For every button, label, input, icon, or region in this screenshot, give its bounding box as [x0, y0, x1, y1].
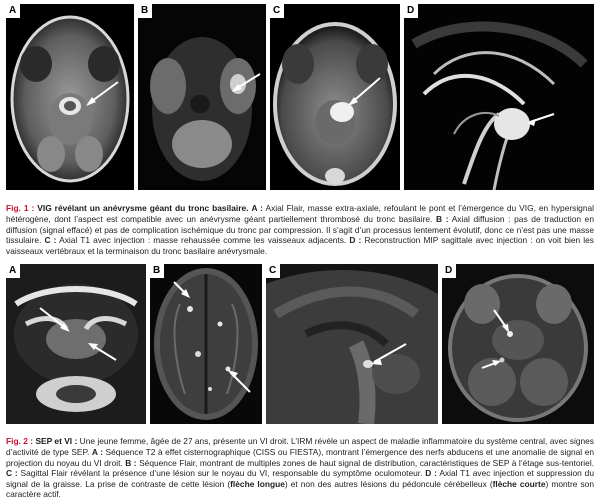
fig1-caption-c-text: Axial T1 avec injection : masse rehaussée comme les vaisseaux adjacents.: [59, 235, 347, 246]
fig1-caption-a-text: Axial Flair, masse extra-axiale, refoulant le pont et l’émergence du VIG, en hypersignal hétérogène, dont l’aspect est compatible avec un anévrysme géant partiellement thrombosé du tronc basilaire.: [6, 203, 595, 224]
fig2-caption-intro: Une jeune femme, âgée de 27 ans, présente un VI droit. L’IRM révèle un aspect de maladie inflammatoire du système central, avec signes d’activité de type SEP.: [6, 436, 594, 457]
fig2-caption-c-text: Sagittal Flair révélant la présence d’une lésion sur le noyau du VI, responsable du symptôme oculomoteur.: [20, 468, 423, 479]
fig1-panel-d-letter: D: [404, 4, 418, 18]
fig2-caption-d-text-b: ) et non des autres lésions du pédoncule cérébelleux (: [284, 478, 493, 489]
figure-2-panels: [0, 264, 600, 424]
fig2-caption-b-lead: B :: [125, 457, 137, 468]
fig1-panel-d-image: [404, 4, 594, 190]
fig2-panel-c: [266, 264, 438, 424]
fig1-panel-c: [270, 4, 400, 190]
fig1-panel-c-letter: C: [270, 4, 284, 18]
fig2-caption-a-lead: A :: [91, 446, 103, 457]
fig2-panel-d-image: [442, 264, 594, 424]
fig1-caption-b-text: Axial diffusion : pas de traduction en diffusion (signal effacé) et pas de complication ischémique du tronc par compression. Il s’agit d’un processus lentement évolutif, donc ce n’est pas une masse tissulaire.: [6, 213, 594, 246]
figure-2-label: Fig. 2 :: [6, 436, 34, 447]
fig2-panel-d: [442, 264, 594, 424]
fig2-panel-a-image: [6, 264, 146, 424]
fig2-panel-a: [6, 264, 146, 424]
fig1-panel-a-image: [6, 4, 134, 190]
figure-1-label: Fig. 1 :: [6, 203, 35, 214]
fig2-caption-c-lead: C :: [6, 468, 18, 479]
fig2-caption-d-text-a: Axial T1 avec injection et suppression du signal de la graisse. La prise de contraste de cette lésion (: [6, 468, 594, 489]
fig1-panel-b-letter: B: [138, 4, 152, 18]
figure-1: [0, 4, 600, 256]
fig1-panel-b-image: [138, 4, 266, 190]
fig1-caption-b-lead: B :: [436, 213, 449, 224]
fig2-caption-d-lead: D :: [425, 468, 437, 479]
fig2-caption-long-arrow: flèche longue: [230, 478, 285, 489]
fig2-caption-d-text-c: ) montre son caractère actif.: [6, 478, 594, 500]
figure-2-title: SEP et VI :: [35, 436, 78, 447]
fig1-panel-c-image: [270, 4, 400, 190]
fig1-caption-a-lead: A :: [251, 203, 263, 214]
fig1-panel-a: [6, 4, 134, 190]
fig1-caption-d-lead: D :: [349, 235, 362, 246]
fig2-panel-d-letter: D: [442, 264, 456, 278]
fig2-panel-a-letter: A: [6, 264, 20, 278]
fig2-panel-b-letter: B: [150, 264, 164, 278]
figure-2: [0, 264, 600, 500]
fig2-panel-c-letter: C: [266, 264, 280, 278]
fig2-panel-c-image: [266, 264, 438, 424]
fig1-caption-c-lead: C :: [44, 235, 57, 246]
fig2-caption-short-arrow: flèche courte: [492, 478, 546, 489]
fig2-caption-b-text: Séquence Flair, montrant de multiples zones de haut signal de distribution, caractéristiques de SEP à l’étage sus-tentoriel.: [139, 457, 595, 468]
fig2-caption-a-text: Séquence T2 à effet cisternographique (CISS ou FIESTA), montrant l’émergence des nerfs abducens et une anomalie de signal en projection du noyau du VI droit.: [6, 446, 595, 468]
fig1-panel-d: [404, 4, 594, 190]
fig2-panel-b-image: [150, 264, 262, 424]
figure-1-title: VIG révélant un anévrysme géant du tronc basilaire.: [37, 203, 249, 214]
fig2-panel-b: [150, 264, 262, 424]
fig1-panel-a-letter: A: [6, 4, 20, 18]
figure-1-caption: [6, 203, 594, 256]
figure-1-panels: [0, 4, 600, 190]
fig1-caption-d-text: Reconstruction MIP sagittale avec injection : on voit bien les vaisseaux vertébraux et la terminaison du tronc basilaire anévrysmale.: [6, 235, 594, 256]
fig1-panel-b: [138, 4, 266, 190]
figure-2-caption: [6, 436, 594, 500]
